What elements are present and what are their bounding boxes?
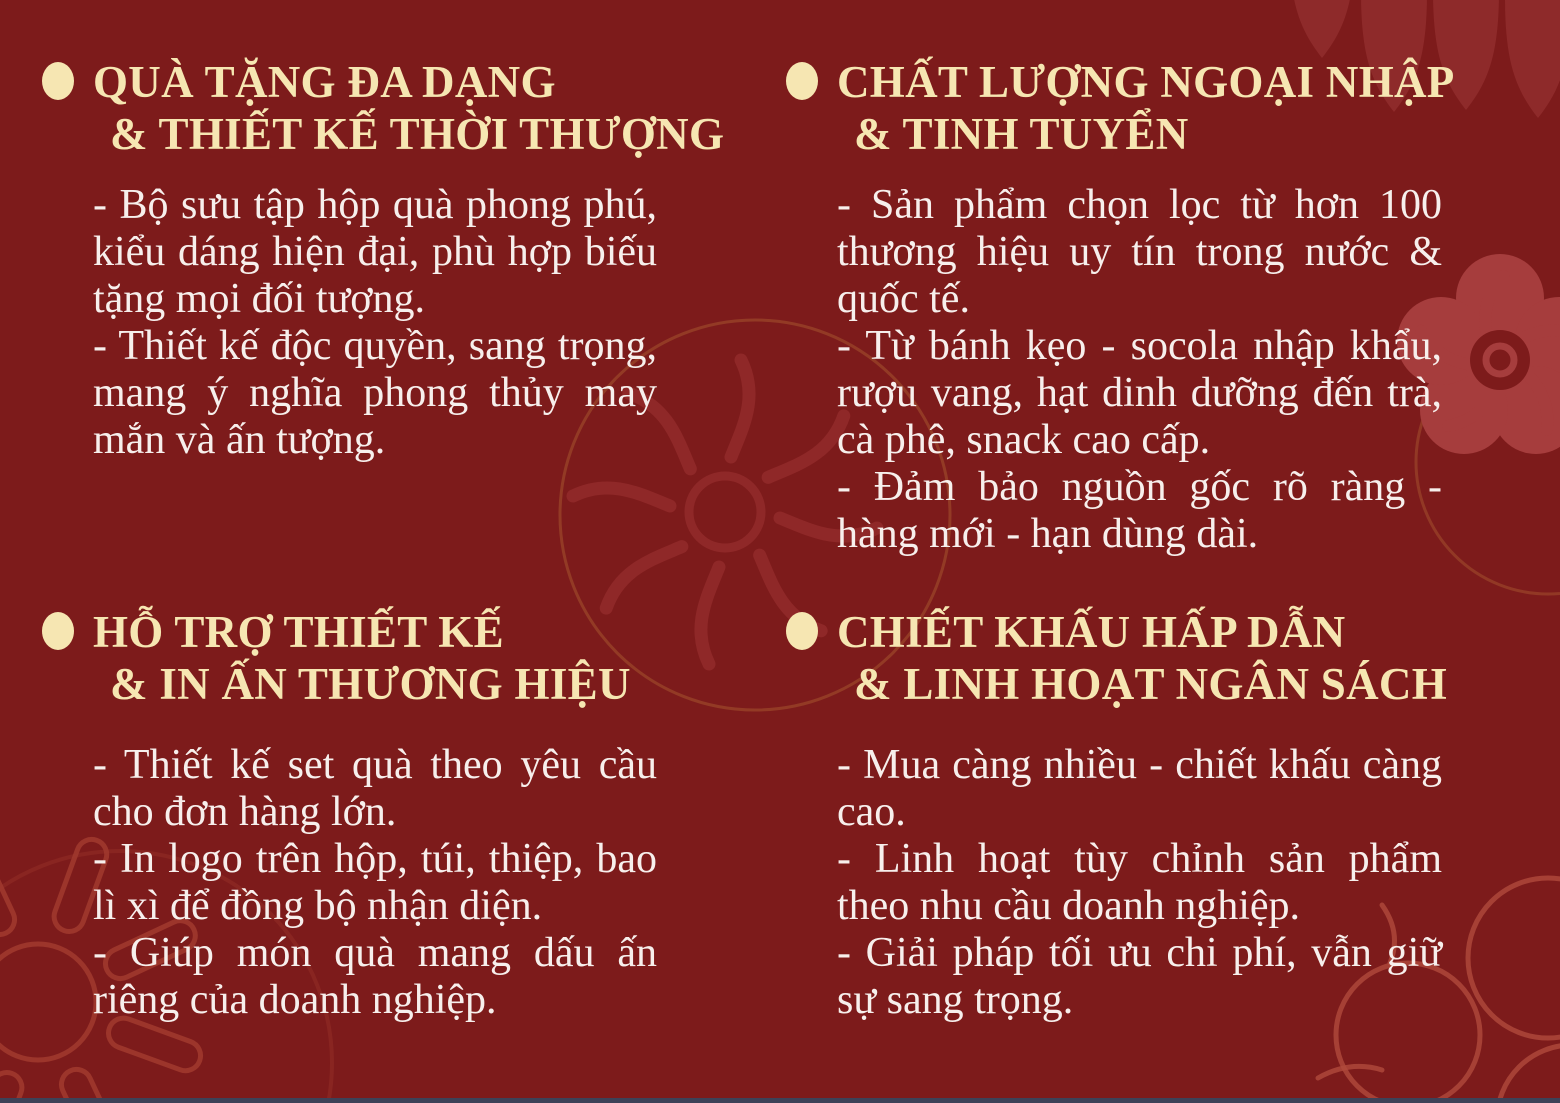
feature-paragraph: - Linh hoạt tùy chỉnh sản phẩm theo nhu cầu doanh nghiệp.	[837, 836, 1442, 929]
section-body	[837, 742, 1442, 1024]
section-body	[93, 742, 657, 1024]
feature-paragraph: - Giúp món quà mang dấu ấn riêng của doanh nghiệp.	[93, 930, 657, 1023]
feature-paragraph: - Từ bánh kẹo - socola nhập khẩu, rượu vang, hạt dinh dưỡng đến trà, cà phê, snack cao cấp.	[837, 323, 1442, 463]
bottom-edge-bar	[0, 1098, 1560, 1103]
section-heading	[93, 56, 724, 160]
bullet-dot-icon	[786, 62, 818, 100]
section-heading-line: HỖ TRỢ THIẾT KẾ	[93, 607, 504, 657]
feature-paragraph: - Đảm bảo nguồn gốc rõ ràng - hàng mới - hạn dùng dài.	[837, 464, 1442, 557]
section-heading-line: & THIẾT KẾ THỜI THƯỢNG	[110, 109, 725, 159]
section-heading	[837, 606, 1447, 710]
section-heading-line: & LINH HOẠT NGÂN SÁCH	[854, 659, 1448, 709]
feature-section-import-quality	[786, 56, 1526, 558]
section-heading-line: QUÀ TẶNG ĐA DẠNG	[93, 57, 556, 107]
feature-paragraph: - Sản phẩm chọn lọc từ hơn 100 thương hiệu uy tín trong nước & quốc tế.	[837, 182, 1442, 322]
feature-paragraph: - Thiết kế độc quyền, sang trọng, mang ý nghĩa phong thủy may mắn và ấn tượng.	[93, 323, 657, 463]
feature-paragraph: - In logo trên hộp, túi, thiệp, bao lì xì để đồng bộ nhận diện.	[93, 836, 657, 929]
section-heading-line: & TINH TUYỂN	[854, 109, 1189, 159]
section-body	[837, 182, 1442, 558]
feature-paragraph: - Mua càng nhiều - chiết khấu càng cao.	[837, 742, 1442, 835]
feature-section-design-support	[42, 606, 742, 1024]
bullet-dot-icon	[42, 612, 74, 650]
section-heading	[93, 606, 657, 710]
feature-section-gift-variety	[42, 56, 742, 464]
section-heading	[837, 56, 1455, 160]
feature-paragraph: - Giải pháp tối ưu chi phí, vẫn giữ sự sang trọng.	[837, 930, 1442, 1023]
feature-paragraph: - Thiết kế set quà theo yêu cầu cho đơn hàng lớn.	[93, 742, 657, 835]
section-heading-line: & IN ẤN THƯƠNG HIỆU	[110, 659, 631, 709]
bullet-dot-icon	[42, 62, 74, 100]
section-heading-line: CHIẾT KHẤU HẤP DẪN	[837, 607, 1346, 657]
section-heading-line: CHẤT LƯỢNG NGOẠI NHẬP	[837, 57, 1455, 107]
feature-paragraph: - Bộ sưu tập hộp quà phong phú, kiểu dáng hiện đại, phù hợp biếu tặng mọi đối tượng.	[93, 182, 657, 322]
feature-section-discount	[786, 606, 1526, 1024]
bullet-dot-icon	[786, 612, 818, 650]
section-body	[93, 182, 657, 464]
